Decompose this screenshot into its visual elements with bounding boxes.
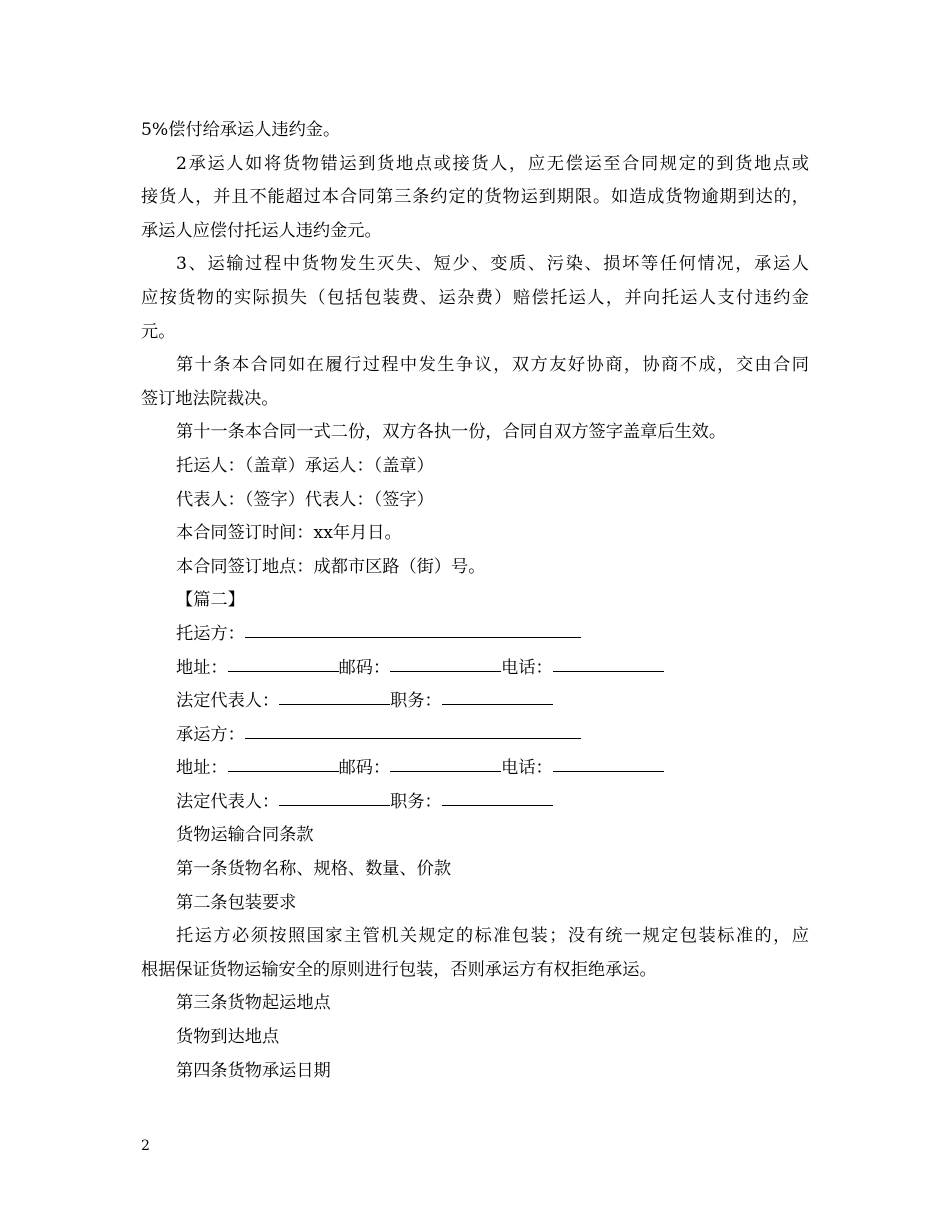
text-line: 托运人：（盖章）承运人：（盖章） <box>176 455 434 476</box>
carrier-postcode-blank <box>390 770 501 772</box>
text-line: 本合同签订地点：成都市区路（街）号。 <box>176 556 486 577</box>
carrier-blank <box>245 737 581 739</box>
shipper-line <box>141 618 809 652</box>
text-line: 3、运输过程中货物发生灭失、短少、变质、污染、损坏等任何情况，承运人 <box>176 254 809 275</box>
carrier-title-blank <box>442 804 553 806</box>
text-line: 应按货物的实际损失（包括包装费、运杂费）赔偿托运人，并向托运人支付违约金 <box>141 287 809 308</box>
carrier-address-line <box>141 752 809 786</box>
text-line: 2承运人如将货物错运到货地点或接货人，应无偿运至合同规定的到货地点或 <box>176 153 809 174</box>
text-line: 承运人应偿付托运人违约金元。 <box>141 220 382 241</box>
text-line: 货物运输合同条款 <box>176 825 314 846</box>
text-line: 元。 <box>141 321 176 342</box>
text-line: 第一条货物名称、规格、数量、价款 <box>176 859 452 880</box>
document-body <box>141 114 809 1088</box>
carrier-phone-blank <box>553 770 664 772</box>
shipper-phone-label: 电话： <box>501 657 553 678</box>
carrier-rep-label: 法定代表人： <box>176 791 280 812</box>
carrier-rep-blank <box>279 804 390 806</box>
shipper-label: 托运方： <box>176 623 245 644</box>
shipper-postcode-blank <box>390 670 501 672</box>
text-line: 货物到达地点 <box>176 1027 280 1048</box>
carrier-line <box>141 719 809 753</box>
text-block-after-form <box>141 819 809 1088</box>
text-line: 第十条本合同如在履行过程中发生争议，双方友好协商，协商不成，交由合同 <box>176 355 809 376</box>
text-line: 本合同签订时间：xx年月日。 <box>176 523 402 544</box>
carrier-title-label: 职务： <box>390 791 442 812</box>
text-block-before-form <box>141 114 809 618</box>
shipper-rep-line <box>141 685 809 719</box>
carrier-address-label: 地址： <box>176 758 228 779</box>
text-line: 代表人：（签字）代表人：（签字） <box>176 489 434 510</box>
text-line: 【篇二】 <box>176 590 245 611</box>
text-line: 第二条包装要求 <box>176 892 297 913</box>
text-line: 托运方必须按照国家主管机关规定的标准包装；没有统一规定包装标准的，应 <box>176 926 809 947</box>
shipper-phone-blank <box>553 670 664 672</box>
carrier-phone-label: 电话： <box>501 758 553 779</box>
shipper-title-blank <box>442 703 553 705</box>
carrier-postcode-label: 邮码： <box>338 758 391 779</box>
text-line: 签订地法院裁决。 <box>141 388 279 409</box>
text-line: 根据保证货物运输安全的原则进行包装，否则承运方有权拒绝承运。 <box>141 959 657 980</box>
page-number: 2 <box>141 1138 150 1154</box>
shipper-rep-label: 法定代表人： <box>176 691 280 712</box>
text-line: 第十一条本合同一式二份，双方各执一份，合同自双方签字盖章后生效。 <box>176 422 727 443</box>
text-line: 第四条货物承运日期 <box>176 1060 331 1081</box>
shipper-postcode-label: 邮码： <box>338 657 391 678</box>
carrier-address-blank <box>228 770 339 772</box>
carrier-label: 承运方： <box>176 724 245 745</box>
shipper-address-label: 地址： <box>176 657 228 678</box>
shipper-address-blank <box>228 670 339 672</box>
shipper-title-label: 职务： <box>390 691 442 712</box>
text-line: 接货人，并且不能超过本合同第三条约定的货物运到期限。如造成货物逾期到达的， <box>141 187 809 208</box>
shipper-address-line <box>141 652 809 686</box>
shipper-blank <box>245 636 581 638</box>
carrier-rep-line <box>141 786 809 820</box>
text-line: 第三条货物起运地点 <box>176 993 331 1014</box>
text-line: 5%偿付给承运人违约金。 <box>141 120 341 140</box>
shipper-rep-blank <box>279 703 390 705</box>
